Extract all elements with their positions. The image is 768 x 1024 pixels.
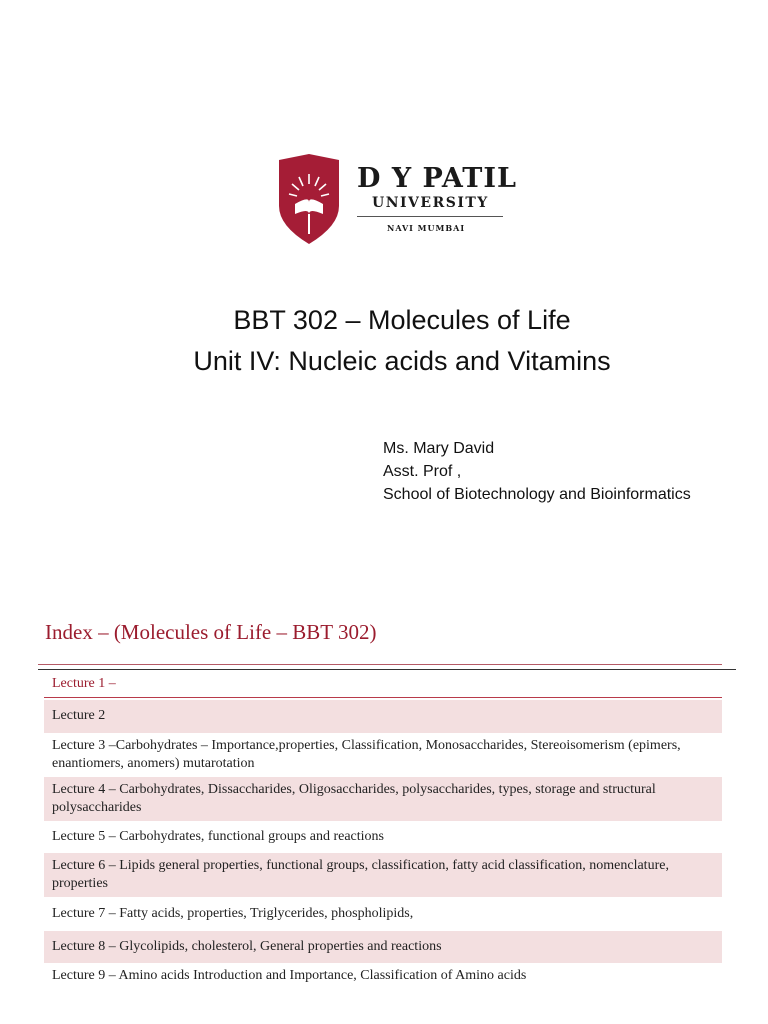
table-row: Lecture 2: [44, 700, 722, 733]
logo-name: D Y PATIL: [357, 163, 518, 194]
slide-title: [0, 300, 768, 382]
index-heading: Index – (Molecules of Life – BBT 302): [45, 620, 377, 644]
table-row: Lecture 6 – Lipids general properties, functional groups, classification, fatty acid classification, nomenclature, properties: [44, 853, 722, 897]
logo-university: UNIVERSITY: [372, 195, 489, 211]
heading-rule: [38, 664, 722, 665]
unit-title: Unit IV: Nucleic acids and Vitamins: [193, 346, 611, 376]
author-block: [383, 437, 691, 506]
table-row: Lecture 9 – Amino acids Introduction and Importance, Classification of Amino acids: [52, 968, 527, 983]
table-row: Lecture 1 –: [44, 670, 722, 698]
table-row: Lecture 4 – Carbohydrates, Dissaccharides, Oligosaccharides, polysaccharides, types, storage and structural polysaccharides: [44, 777, 722, 821]
university-logo: [265, 144, 517, 254]
logo-divider: [357, 216, 503, 217]
table-row: Lecture 7 – Fatty acids, properties, Triglycerides, phospholipids,: [52, 906, 414, 921]
course-title: BBT 302 – Molecules of Life: [233, 305, 571, 335]
author-name: Ms. Mary David: [383, 440, 495, 457]
table-row: Lecture 5 – Carbohydrates, functional groups and reactions: [52, 829, 385, 844]
author-position: Asst. Prof ,: [383, 463, 462, 480]
author-department: School of Biotechnology and Bioinformatics: [383, 486, 691, 503]
shield-emblem-icon: [275, 154, 343, 244]
table-row: Lecture 3 –Carbohydrates – Importance,properties, Classification, Monosaccharides, Stereoisomerism (epimers, enantiomers, anomers) mutarotation: [52, 738, 681, 771]
logo-city: NAVI MUMBAI: [387, 223, 466, 233]
table-row: Lecture 8 – Glycolipids, cholesterol, General properties and reactions: [44, 931, 722, 963]
index-table: [44, 670, 722, 989]
